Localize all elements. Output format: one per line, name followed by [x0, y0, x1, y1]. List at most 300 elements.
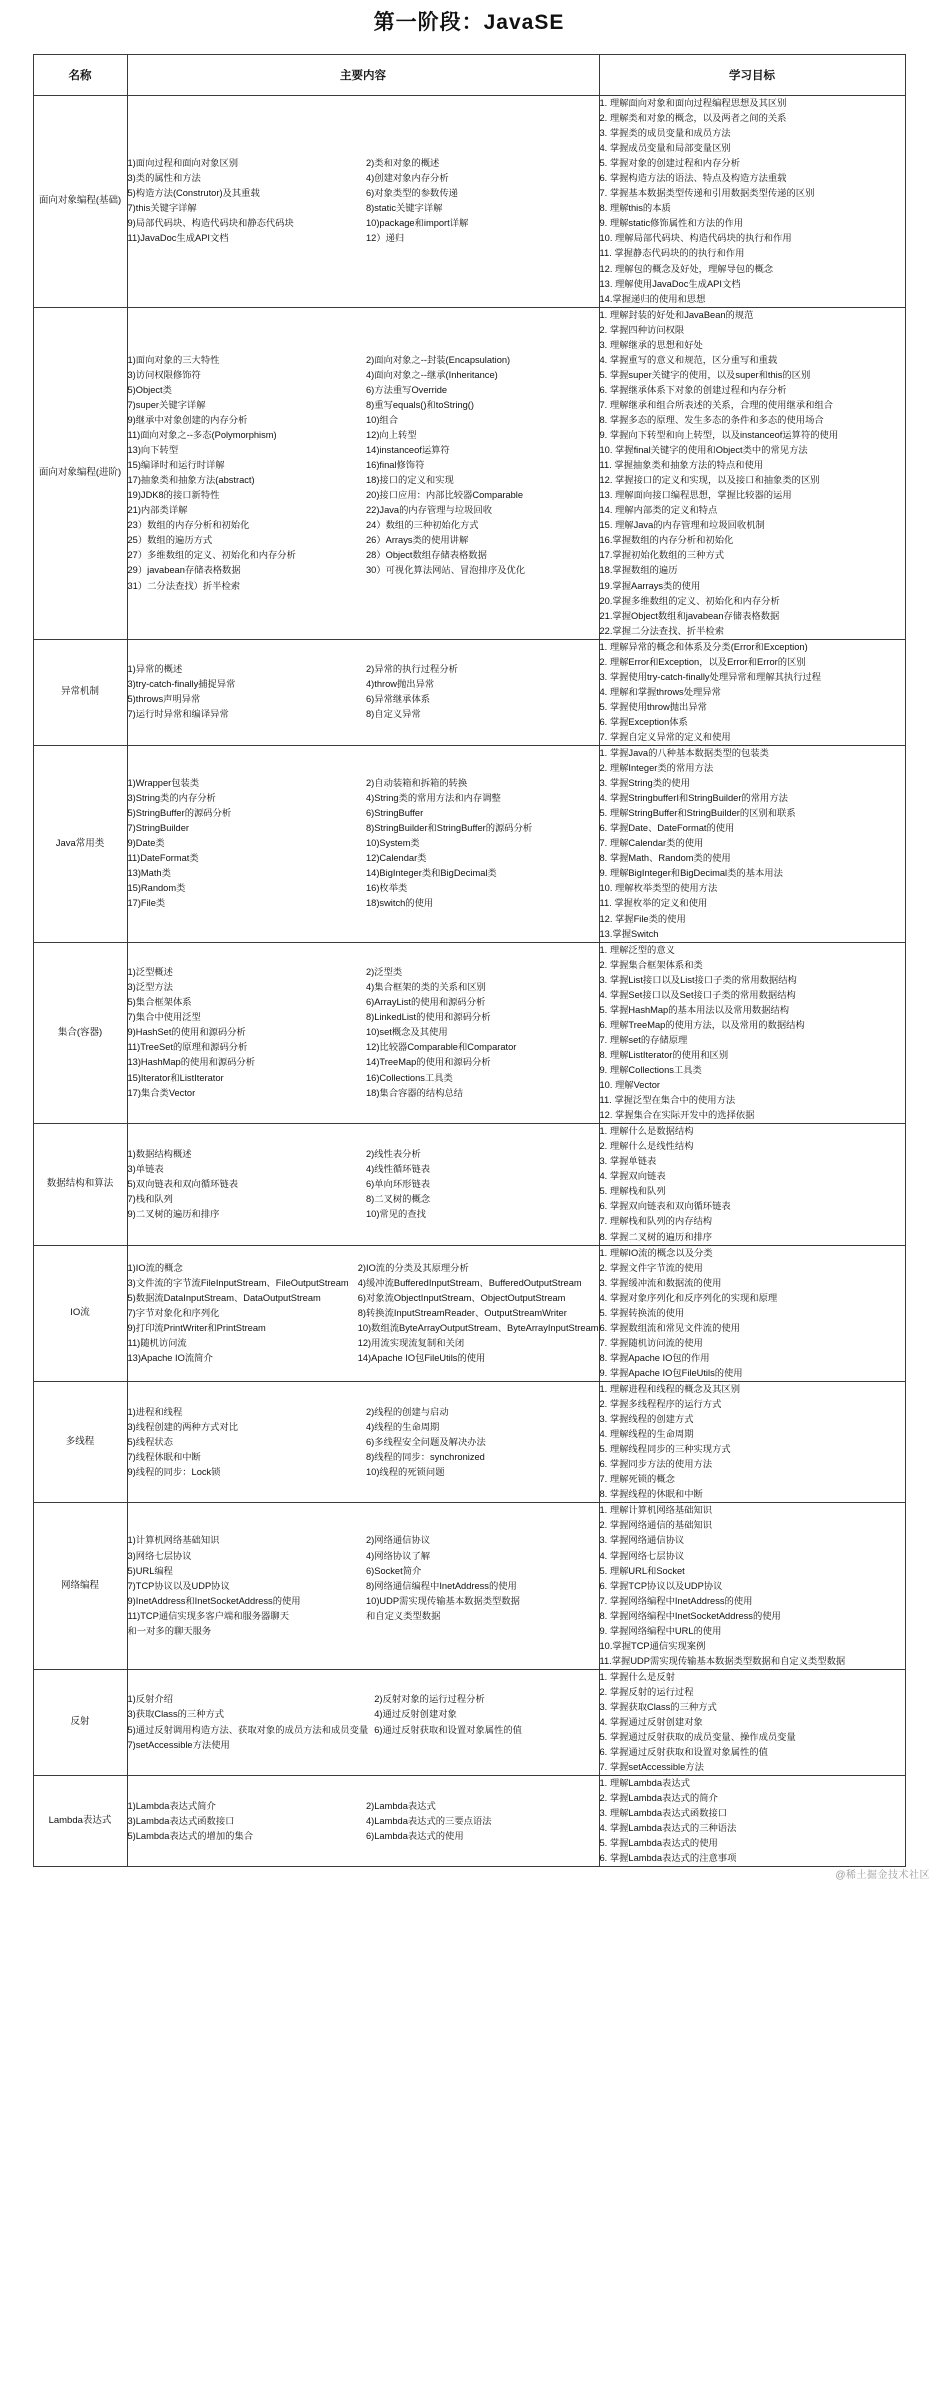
goal-item: 13.掌握Switch — [599, 928, 659, 939]
goal-item: 1. 理解泛型的意义 — [599, 944, 675, 955]
goal-item: 2. 掌握文件字节流的使用 — [599, 1262, 703, 1273]
content-item: 8)static关键字详解 — [366, 203, 443, 214]
content-item: 31）二分法查找）折半检索 — [127, 580, 241, 591]
content-item: 5)构造方法(Construtor)及其重载 — [127, 188, 260, 199]
content-grid — [128, 1261, 599, 1366]
content-item: 24）数组的三种初始化方式 — [366, 520, 479, 531]
table-row — [33, 746, 905, 943]
content-item: 4)通过反射创建对象 — [374, 1709, 457, 1720]
content-grid — [128, 1147, 599, 1222]
curriculum-table — [33, 54, 906, 1867]
content-column-right — [366, 776, 599, 911]
content-item: 2)面向对象之--封装(Encapsulation) — [366, 354, 511, 365]
module-name-cell: 异常机制 — [33, 639, 127, 745]
table-row — [33, 1124, 905, 1245]
content-item: 7)this关键字详解 — [127, 203, 197, 214]
content-item: 2)网络通信协议 — [366, 1535, 431, 1546]
goal-item: 2. 理解Error和Exception，以及Error和Error的区别 — [599, 656, 806, 667]
content-item: 6)多线程安全问题及解决办法 — [366, 1436, 486, 1447]
content-grid — [128, 776, 599, 911]
content-item: 2)泛型类 — [366, 967, 403, 978]
goal-item: 4. 理解和掌握throws处理异常 — [599, 686, 721, 697]
content-item: 23）数组的内存分析和初始化 — [127, 520, 250, 531]
content-item: 6)异常继承体系 — [366, 694, 431, 705]
content-item: 17)File类 — [127, 898, 166, 909]
content-item: 和自定义类型数据 — [366, 1610, 441, 1621]
content-item: 6)Socket简介 — [366, 1565, 422, 1576]
content-item: 4)创建对象内存分析 — [366, 173, 449, 184]
module-goals-cell — [599, 307, 905, 639]
content-item: 1)Lambda表达式简介 — [127, 1800, 216, 1811]
content-grid — [128, 1799, 599, 1844]
content-item: 18)集合容器的结构总结 — [366, 1087, 464, 1098]
content-item: 2)反射对象的运行过程分析 — [374, 1694, 485, 1705]
goal-item: 8. 掌握网络编程中InetSocketAddress的使用 — [599, 1610, 781, 1621]
content-item: 8)StringBuilder和StringBuffer的源码分析 — [366, 823, 533, 834]
content-item: 8)重写equals()和toString() — [366, 399, 474, 410]
goal-item: 2. 掌握网络通信的基础知识 — [599, 1520, 713, 1531]
table-row — [33, 1381, 905, 1502]
content-item: 27）多维数组的定义、初始化和内存分析 — [127, 550, 296, 561]
content-item: 6)对象类型的参数传递 — [366, 188, 458, 199]
content-item: 7)setAccessible方法使用 — [127, 1739, 230, 1750]
goal-item: 7. 掌握基本数据类型传递和引用数据类型传递的区别 — [599, 188, 815, 199]
module-content-cell — [127, 1503, 599, 1670]
goal-item: 7. 掌握网络编程中InetAddress的使用 — [599, 1595, 753, 1606]
column-header-name: 名称 — [33, 55, 127, 96]
content-item: 3)文件流的字节流FileInputStream、FileOutputStream — [127, 1277, 349, 1288]
content-grid — [128, 156, 599, 246]
content-item: 2)IO流的分类及其原理分析 — [357, 1262, 469, 1273]
goal-item: 6. 掌握同步方法的使用方法 — [599, 1459, 713, 1470]
content-item: 7)StringBuilder — [127, 823, 189, 834]
content-item: 14)TreeMap的使用和源码分析 — [366, 1057, 491, 1068]
goal-item: 8. 理解ListIterator的使用和区别 — [599, 1049, 729, 1060]
content-item: 6)方法重写Override — [366, 384, 448, 395]
content-column-left — [128, 1405, 361, 1480]
goal-item: 10.掌握TCP通信实现案例 — [599, 1640, 706, 1651]
content-item: 5)线程状态 — [127, 1436, 173, 1447]
goal-item: 12. 掌握File类的使用 — [599, 913, 686, 924]
content-item: 14)BigInteger类和BigDecimal类 — [366, 868, 497, 879]
content-item: 1)泛型概述 — [127, 967, 173, 978]
content-item: 3)线程创建的两种方式对比 — [127, 1421, 239, 1432]
content-item: 10)常见的查找 — [366, 1208, 426, 1219]
module-goals-cell — [599, 1245, 905, 1381]
module-name-cell: Lambda表达式 — [33, 1776, 127, 1867]
goal-item: 5. 理解StringBuffer和StringBuilder的区别和联系 — [599, 808, 796, 819]
goal-item: 10. 理解Vector — [599, 1080, 660, 1091]
goal-item: 3. 掌握线程的创建方式 — [599, 1414, 694, 1425]
content-item: 9)局部代码块、构造代码块和静态代码块 — [127, 218, 294, 229]
goal-item: 1. 理解计算机网络基础知识 — [599, 1505, 713, 1516]
goal-item: 1. 理解IO流的概念以及分类 — [599, 1247, 713, 1258]
goal-item: 14. 理解内部类的定义和特点 — [599, 505, 718, 516]
content-item: 25）数组的遍历方式 — [127, 535, 213, 546]
goal-item: 7. 理解set的存储原理 — [599, 1034, 688, 1045]
module-goals-cell — [599, 639, 905, 745]
content-item: 13)向下转型 — [127, 445, 179, 456]
goal-item: 10. 理解局部代码块、构造代码块的执行和作用 — [599, 233, 792, 244]
goal-item: 2. 理解类和对象的概念，以及两者之间的关系 — [599, 113, 787, 124]
content-item: 1)异常的概述 — [127, 664, 183, 675]
content-column-right — [366, 965, 599, 1100]
goal-item: 9. 理解BigInteger和BigDecimal类的基本用法 — [599, 868, 783, 879]
table-row — [33, 1776, 905, 1867]
goal-item: 9. 理解Collections工具类 — [599, 1065, 702, 1075]
content-item: 6)对象流ObjectInputStream、ObjectOutputStream — [357, 1292, 566, 1303]
module-content-cell — [127, 639, 599, 745]
module-content-cell — [127, 1776, 599, 1867]
module-content-cell — [127, 942, 599, 1124]
goal-item: 6. 掌握TCP协议以及UDP协议 — [599, 1580, 723, 1591]
content-column-left — [128, 1692, 369, 1752]
module-content-cell — [127, 96, 599, 308]
content-column-right — [366, 353, 599, 594]
goal-item: 8. 掌握Apache IO包的作用 — [599, 1352, 710, 1363]
goal-item: 10. 掌握final关键字的使用和Object类中的常见方法 — [599, 445, 808, 456]
module-name-cell: 面向对象编程(进阶) — [33, 307, 127, 639]
content-column-left — [128, 965, 361, 1100]
goal-item: 3. 掌握String类的使用 — [599, 778, 690, 789]
goal-item: 12. 理解包的概念及好处，理解导包的概念 — [599, 263, 774, 274]
content-item: 7)线程休眠和中断 — [127, 1451, 201, 1462]
content-column-right — [366, 1533, 599, 1638]
table-row — [33, 307, 905, 639]
content-item: 11)TCP通信实现多客户端和服务器聊天 — [127, 1610, 289, 1621]
goal-item: 5. 理解URL和Socket — [599, 1565, 685, 1576]
content-item: 8)二叉树的概念 — [366, 1193, 431, 1204]
goal-item: 1. 理解进程和线程的概念及其区别 — [599, 1383, 740, 1394]
content-item: 17)集合类Vector — [127, 1087, 196, 1098]
content-grid — [128, 1533, 599, 1638]
content-item: 18)switch的使用 — [366, 898, 434, 909]
goal-item: 21.掌握Object数组和javabean存储表格数据 — [599, 610, 780, 621]
content-column-left — [128, 1799, 361, 1844]
goal-item: 7. 理解死锁的概念 — [599, 1474, 675, 1485]
module-name-cell: 数据结构和算法 — [33, 1124, 127, 1245]
goal-item: 15. 理解Java的内存管理和垃圾回收机制 — [599, 520, 765, 531]
goal-item: 1. 理解异常的概念和体系及分类(Error和Exception) — [599, 641, 808, 652]
goal-item: 18.掌握数组的遍历 — [599, 565, 678, 576]
goal-item: 4. 掌握成员变量和局部变量区别 — [599, 143, 731, 154]
goal-item: 14.掌握递归的使用和思想 — [599, 293, 706, 304]
goal-item: 9. 掌握网络编程中URL的使用 — [599, 1625, 722, 1636]
goal-item: 2. 理解什么是线性结构 — [599, 1141, 694, 1152]
content-item: 7)字节对象化和序列化 — [127, 1307, 220, 1318]
content-item: 9)打印流PrintWriter和PrintStream — [127, 1322, 266, 1333]
goal-item: 7. 掌握随机访问流的使用 — [599, 1337, 703, 1348]
content-item: 15)Random类 — [127, 883, 186, 894]
content-column-left — [128, 662, 361, 722]
content-column-right — [366, 1799, 599, 1844]
content-item: 7)super关键字详解 — [127, 399, 206, 410]
goal-item: 20.掌握多维数组的定义、初始化和内存分析 — [599, 595, 780, 606]
content-item: 5)StringBuffer的源码分析 — [127, 808, 232, 819]
content-item: 15)Iterator和ListIterator — [127, 1072, 224, 1083]
goal-item: 1. 掌握Java的八种基本数据类型的包装类 — [599, 748, 769, 759]
content-item: 10)set概念及其使用 — [366, 1027, 448, 1038]
content-item: 16)final修饰符 — [366, 460, 425, 471]
content-item: 11)TreeSet的原理和源码分析 — [127, 1042, 248, 1053]
goal-item: 4. 掌握网络七层协议 — [599, 1550, 685, 1561]
column-header-goals: 学习目标 — [599, 55, 905, 96]
content-item: 9)继承中对象创建的内存分析 — [127, 414, 248, 425]
goal-item: 4. 掌握Lambda表达式的三种语法 — [599, 1823, 737, 1834]
content-item: 8)自定义异常 — [366, 709, 421, 720]
module-content-cell — [127, 1381, 599, 1502]
goal-item: 4. 掌握重写的意义和规范，区分重写和重载 — [599, 354, 778, 365]
content-item: 22)Java的内存管理与垃圾回收 — [366, 505, 493, 516]
content-item: 6)通过反射获取和设置对象属性的值 — [374, 1724, 522, 1735]
content-item: 5)Object类 — [127, 384, 172, 395]
goal-item: 8. 掌握线程的休眠和中断 — [599, 1489, 703, 1500]
content-item: 6)单向环形链表 — [366, 1178, 431, 1189]
content-item: 13)Math类 — [127, 868, 171, 879]
content-item: 2)自动装箱和拆箱的转换 — [366, 778, 468, 789]
content-item: 19)JDK8的接口新特性 — [127, 490, 220, 501]
goal-item: 3. 理解Lambda表达式函数接口 — [599, 1808, 728, 1819]
content-column-right — [366, 1405, 599, 1480]
goal-item: 2. 掌握反射的运行过程 — [599, 1686, 694, 1697]
content-item: 3)try-catch-finally捕捉异常 — [127, 679, 236, 690]
goal-item: 3. 掌握类的成员变量和成员方法 — [599, 128, 731, 139]
goal-item: 11. 掌握抽象类和抽象方法的特点和使用 — [599, 460, 764, 471]
goal-item: 13. 理解使用JavaDoc生成API文档 — [599, 278, 741, 289]
content-item: 12）递归 — [366, 233, 405, 244]
module-content-cell — [127, 1669, 599, 1775]
content-grid — [128, 662, 599, 722]
content-item: 1)IO流的概念 — [127, 1262, 183, 1273]
content-item: 16)枚举类 — [366, 883, 408, 894]
content-item: 6)ArrayList的使用和源码分析 — [366, 997, 486, 1008]
content-item: 16)Collections工具类 — [366, 1072, 453, 1083]
content-item: 4)throw抛出异常 — [366, 679, 435, 690]
content-item: 9)Date类 — [127, 838, 165, 849]
content-item: 10)线程的死锁问题 — [366, 1466, 445, 1477]
content-grid — [128, 1692, 599, 1752]
content-item: 1)数据结构概述 — [127, 1148, 192, 1159]
goal-item: 7. 掌握setAccessible方法 — [599, 1762, 704, 1773]
content-item: 28）Object数组存储表格数据 — [366, 550, 487, 561]
content-item: 4)集合框架的类的关系和区别 — [366, 982, 486, 993]
goal-item: 1. 理解Lambda表达式 — [599, 1778, 690, 1789]
content-item: 8)网络通信编程中InetAddress的使用 — [366, 1580, 517, 1591]
goal-item: 19.掌握Aarrays类的使用 — [599, 580, 701, 591]
content-item: 3)泛型方法 — [127, 982, 173, 993]
page-title: 第一阶段：JavaSE — [373, 11, 565, 34]
goal-item: 7. 掌握自定义异常的定义和使用 — [599, 731, 731, 742]
goal-item: 12. 掌握集合在实际开发中的选择依据 — [599, 1110, 755, 1121]
content-column-right — [358, 1261, 599, 1366]
module-content-cell — [127, 1245, 599, 1381]
content-item: 6)StringBuffer — [366, 808, 424, 819]
goal-item: 8. 掌握二叉树的遍历和排序 — [599, 1231, 713, 1242]
goal-item: 8. 掌握多态的原理、发生多态的条件和多态的使用场合 — [599, 414, 824, 425]
content-item: 7)集合中使用泛型 — [127, 1012, 201, 1023]
goal-item: 3. 理解继承的思想和好处 — [599, 339, 703, 350]
content-item: 10)package和import详解 — [366, 218, 469, 229]
content-item: 12)比较器Comparable和Comparator — [366, 1042, 517, 1053]
content-item: 11)DateFormat类 — [127, 853, 199, 864]
content-item: 3)类的属性和方法 — [127, 173, 201, 184]
table-row — [33, 942, 905, 1124]
table-body — [33, 96, 905, 1867]
goal-item: 6. 掌握Lambda表达式的注意事项 — [599, 1853, 737, 1864]
module-name-cell: 网络编程 — [33, 1503, 127, 1670]
content-item: 3)获取Class的三种方式 — [127, 1709, 225, 1720]
goal-item: 8. 掌握Math、Random类的使用 — [599, 853, 731, 864]
goal-item: 11.掌握UDP需实现传输基本数据类型数据和自定义类型数据 — [599, 1655, 846, 1666]
goal-item: 2. 掌握集合框架体系和类 — [599, 959, 703, 970]
goal-item: 6. 掌握Date、DateFormat的使用 — [599, 823, 735, 834]
goal-item: 3. 掌握缓冲流和数据流的使用 — [599, 1277, 722, 1288]
goal-item: 12. 掌握接口的定义和实现，以及接口和抽象类的区别 — [599, 475, 820, 486]
goal-item: 5. 掌握Lambda表达式的使用 — [599, 1838, 718, 1849]
content-item: 和一对多的聊天服务 — [127, 1625, 212, 1636]
content-grid — [128, 965, 599, 1100]
goal-item: 9. 掌握Apache IO包FileUtils的使用 — [599, 1367, 743, 1378]
content-item: 10)System类 — [366, 838, 420, 849]
module-name-cell: IO流 — [33, 1245, 127, 1381]
goal-item: 5. 掌握super关键字的使用，以及super和this的区别 — [599, 369, 811, 380]
goal-item: 6. 掌握构造方法的语法、特点及构造方法重载 — [599, 173, 787, 184]
content-item: 5)数据流DataInputStream、DataOutputStream — [127, 1292, 321, 1303]
table-row — [33, 1503, 905, 1670]
column-header-content: 主要内容 — [127, 55, 599, 96]
content-item: 14)Apache IO包FileUtils的使用 — [357, 1352, 486, 1363]
table-row — [33, 639, 905, 745]
content-item: 5)集合框架体系 — [127, 997, 192, 1008]
goal-item: 4. 掌握通过反射创建对象 — [599, 1717, 703, 1728]
content-item: 4)Lambda表达式的三要点语法 — [366, 1815, 492, 1826]
goal-item: 1. 理解封装的好处和JavaBean的规范 — [599, 309, 754, 320]
content-item: 21)内部类详解 — [127, 505, 188, 516]
goal-item: 5. 理解栈和队列 — [599, 1186, 666, 1197]
content-item: 1)Wrapper包装类 — [127, 778, 200, 789]
content-grid — [128, 353, 599, 594]
goal-item: 3. 掌握网络通信协议 — [599, 1535, 685, 1546]
goal-item: 5. 掌握使用throw抛出异常 — [599, 701, 707, 712]
table-row — [33, 1669, 905, 1775]
goal-item: 7. 理解Calendar类的使用 — [599, 838, 704, 849]
goal-item: 5. 掌握通过反射获取的成员变量、操作成员变量 — [599, 1732, 796, 1743]
content-column-left — [128, 1147, 361, 1222]
table-row — [33, 96, 905, 308]
module-name-cell: 多线程 — [33, 1381, 127, 1502]
content-item: 1)面向过程和面向对象区别 — [127, 158, 239, 169]
table-header-row — [33, 55, 905, 96]
goal-item: 3. 掌握单链表 — [599, 1156, 657, 1167]
module-name-cell: 反射 — [33, 1669, 127, 1775]
goal-item: 9. 理解static修饰属性和方法的作用 — [599, 218, 744, 229]
content-item: 1)反射介绍 — [127, 1694, 173, 1705]
content-item: 11)面向对象之--多态(Polymorphism) — [127, 430, 277, 441]
content-item: 4)面向对象之--继承(Inheritance) — [366, 369, 498, 380]
module-goals-cell — [599, 1124, 905, 1245]
content-column-left — [128, 776, 361, 911]
content-item: 10)UDP需实现传输基本数据类型数据 — [366, 1595, 520, 1606]
goal-item: 6. 掌握数组流和常见文件流的使用 — [599, 1322, 740, 1333]
goal-item: 9. 掌握向下转型和向上转型，以及instanceof运算符的使用 — [599, 430, 839, 441]
module-goals-cell — [599, 1669, 905, 1775]
goal-item: 3. 掌握获取Class的三种方式 — [599, 1701, 717, 1712]
goal-item: 1. 理解什么是数据结构 — [599, 1126, 694, 1137]
goal-item: 2. 理解Integer类的常用方法 — [599, 763, 714, 774]
goal-item: 7. 理解继承和组合所表述的关系，合理的使用继承和组合 — [599, 399, 833, 410]
goal-item: 5. 掌握HashMap的基本用法以及常用数据结构 — [599, 1004, 790, 1015]
goal-item: 4. 掌握对象序列化和反序列化的实现和原理 — [599, 1292, 778, 1303]
content-item: 8)线程的同步：synchronized — [366, 1451, 485, 1462]
content-item: 2)线程的创建与启动 — [366, 1406, 449, 1417]
content-item: 4)线程的生命周期 — [366, 1421, 440, 1432]
content-item: 9)线程的同步：Lock锁 — [127, 1466, 221, 1477]
content-item: 3)单链表 — [127, 1163, 164, 1174]
goal-item: 16.掌握数组的内存分析和初始化 — [599, 535, 734, 546]
goal-item: 6. 掌握继承体系下对象的创建过程和内存分析 — [599, 384, 787, 395]
content-item: 26）Arrays类的使用讲解 — [366, 535, 469, 546]
goal-item: 3. 掌握使用try-catch-finally处理异常和理解其执行过程 — [599, 671, 822, 682]
goal-item: 6. 掌握通过反射获取和设置对象属性的值 — [599, 1747, 768, 1758]
content-item: 4)线性循环链表 — [366, 1163, 431, 1174]
content-item: 4)String类的常用方法和内存调整 — [366, 793, 501, 804]
module-goals-cell — [599, 96, 905, 308]
goal-item: 4. 理解线程的生命周期 — [599, 1429, 694, 1440]
content-item: 2)线性表分析 — [366, 1148, 421, 1159]
content-item: 30）可视化算法网站、冒泡排序及优化 — [366, 565, 526, 576]
content-item: 1)计算机网络基础知识 — [127, 1535, 220, 1546]
content-item: 1)面向对象的三大特性 — [127, 354, 220, 365]
content-column-right — [366, 1147, 599, 1222]
goal-item: 6. 掌握Exception体系 — [599, 716, 688, 727]
content-item: 7)TCP协议以及UDP协议 — [127, 1580, 230, 1591]
content-item: 11)随机访问流 — [127, 1337, 187, 1348]
goal-item: 7. 理解栈和队列的内存结构 — [599, 1216, 713, 1227]
content-item: 2)异常的执行过程分析 — [366, 664, 458, 675]
content-item: 6)Lambda表达式的使用 — [366, 1830, 464, 1841]
goal-item: 10. 理解枚举类型的使用方法 — [599, 883, 718, 894]
goal-item: 17.掌握初始化数组的三种方式 — [599, 550, 724, 561]
content-item: 12)用流实现流复制和关闭 — [357, 1337, 465, 1348]
goal-item: 2. 掌握Lambda表达式的简介 — [599, 1793, 718, 1804]
module-goals-cell — [599, 1503, 905, 1670]
module-goals-cell — [599, 942, 905, 1124]
content-item: 8)LinkedList的使用和源码分析 — [366, 1012, 491, 1023]
content-item: 14)instanceof运算符 — [366, 445, 450, 456]
content-item: 15)编译时和运行时详解 — [127, 460, 225, 471]
goal-item: 1. 掌握什么是反射 — [599, 1671, 675, 1682]
module-name-cell: 集合(容器) — [33, 942, 127, 1124]
content-item: 8)转换流InputStreamReader、OutputStreamWriter — [357, 1307, 567, 1318]
content-item: 1)进程和线程 — [127, 1406, 183, 1417]
goal-item: 4. 掌握StringbufferI和StringBuilder的常用方法 — [599, 793, 788, 804]
content-item: 13)HashMap的使用和源码分析 — [127, 1057, 256, 1068]
content-item: 7)运行时异常和编译异常 — [127, 709, 229, 720]
content-column-right — [366, 662, 599, 722]
goal-item: 4. 掌握双向链表 — [599, 1171, 666, 1182]
content-item: 5)双向链表和双向循环链表 — [127, 1178, 239, 1189]
module-goals-cell — [599, 1381, 905, 1502]
content-item: 4)网络协议了解 — [366, 1550, 431, 1561]
goal-item: 2. 掌握四种访问权限 — [599, 324, 685, 335]
module-content-cell — [127, 1124, 599, 1245]
content-item: 9)HashSet的使用和源码分析 — [127, 1027, 246, 1038]
goal-item: 5. 理解线程同步的三种实现方式 — [599, 1444, 731, 1455]
content-column-left — [128, 156, 361, 246]
content-item: 10)数组流ByteArrayOutputStream、ByteArrayInputStream — [357, 1322, 599, 1333]
goal-item: 6. 掌握双向链表和双向循环链表 — [599, 1201, 731, 1212]
content-item: 9)InetAddress和InetSocketAddress的使用 — [127, 1595, 301, 1606]
